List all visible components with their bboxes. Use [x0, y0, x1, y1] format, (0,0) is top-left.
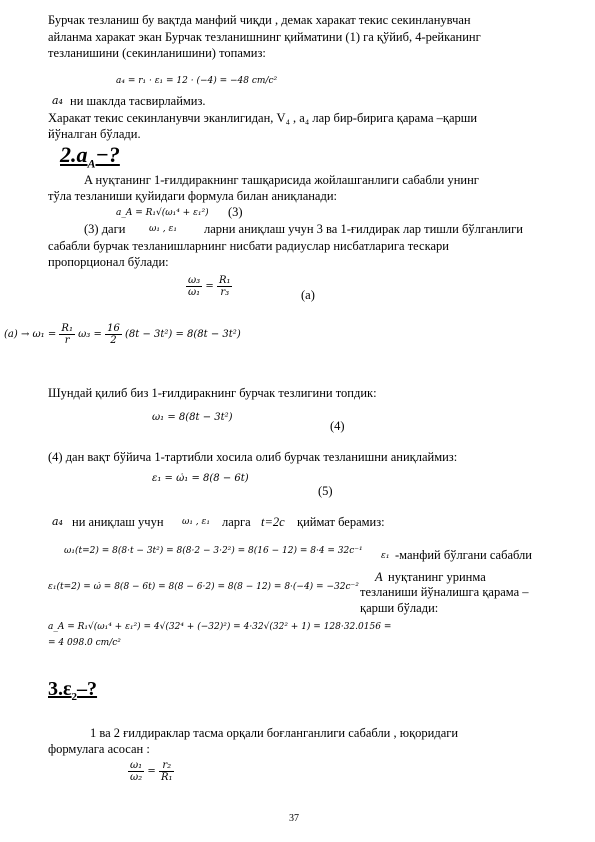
symbol-epsilon: ε₁ — [381, 551, 390, 561]
section-heading-3 — [48, 678, 97, 703]
paragraph-3-line-3: пропорционал бўлади: — [48, 255, 169, 269]
paragraph-6-a: ни аниқлаш учун — [72, 515, 164, 529]
section-heading-2 — [60, 142, 120, 171]
paragraph-5: (4) дан вақт бўйича 1-тартибли хосила олиб бурчак тезланишни аниқлаймиз: — [48, 450, 458, 464]
formula-a-lhs: $\frac{\text{ω₃}}{\text{ω₁}}$ — [188, 275, 201, 298]
line-5: Харакат текис секинланувчи эканлигидан, V₄ , a₄ лар бир-бирига қарама –қарши — [48, 111, 478, 125]
symbol-omega-epsilon-2: ω₁ , ε₁ — [182, 517, 210, 527]
paragraph-1-line-2: айланма харакат экан Бурчак тезланишнинг қийматини (1) га қўйиб, 4-рейканинг — [48, 30, 481, 44]
formula-b: (a) → ω₁ = $\frac{\text{R₁}}{r}$ ω₃ = $\frac{16}{2}$ (8t − 3t²) = 8(8t − 3t²) — [4, 323, 241, 346]
paragraph-6-c: қиймат берамиз: — [297, 515, 385, 529]
formula-3: a_A = R₁√(ω₁⁴ + ε₁²) — [116, 208, 209, 218]
point-a-label: A — [375, 570, 383, 584]
paragraph-6-b: ларга — [222, 515, 251, 529]
formula-aA-line-2: = 4 098.0 cm/c² — [48, 638, 121, 648]
paragraph-7-line-2: формулага асосан : — [48, 742, 150, 756]
formula-omega-at-2: ω₁(t=2) = 8(8·t − 3t²) = 8(8·2 − 3·2²) = 8(16 − 12) = 8·4 = 32c⁻¹ — [64, 546, 363, 556]
line-6: йўналган бўлади. — [48, 127, 141, 141]
formula-a-number: (a) — [301, 288, 315, 302]
formula-belt: $\frac{\text{ω₁}}{\text{ω₂}}$ = $\frac{\text{r₂}}{\text{R₁}}$ — [130, 760, 173, 783]
formula-aA-line-1: a_A = R₁√(ω₁⁴ + ε₁²) = 4√(32⁴ + (−32)²) = 4·32√(32² + 1) = 128·32.0156 = — [48, 622, 392, 632]
paragraph-4: Шундай қилиб биз 1-ғилдиракнинг бурчак тезлигини топдик: — [48, 386, 377, 400]
formula-3-number: (3) — [228, 205, 243, 219]
paragraph-2-line-2: тўла тезланиши қуйидаги формула билан аниқланади: — [48, 189, 338, 203]
paragraph-2-line-1: A нуқтанинг 1-ғилдиракнинг ташқарисида жойлашганлиги сабабли унинг — [84, 173, 479, 187]
formula-5: ε₁ = ω̇₁ = 8(8 − 6t) — [152, 473, 249, 484]
formula-epsilon-at-2: ε₁(t=2) = ω̇ = 8(8 − 6t) = 8(8 − 6·2) = 8(8 − 12) = 8·(−4) = −32c⁻² — [48, 582, 359, 592]
page-number: 37 — [289, 813, 299, 824]
heading-2-main: 2.a — [60, 142, 88, 167]
formula-5-number: (5) — [318, 484, 333, 498]
formula-4: ω₁ = 8(8t − 3t²) — [152, 412, 233, 423]
tangential-note-line-3: қарши бўлади: — [360, 601, 439, 615]
paragraph-1-line-1: Бурчак тезланиш бу вақтда манфий чиқди , демак харакат текис секинланувчан — [48, 13, 471, 27]
formula-4-number: (4) — [330, 419, 345, 433]
heading-3-sub: 2 — [71, 691, 78, 703]
formula-a: $\frac{\text{ω₃}}{\text{ω₁}}$ = $\frac{\text{R₁}}{\text{r₃}}$ — [188, 275, 231, 298]
formula-a4: a₄ = r₁ · ε₁ = 12 · (−4) = −48 cm/c² — [116, 76, 278, 86]
paragraph-3-line-2: сабабли бурчак тезланишларнинг нисбати радиуслар нисбатларига тескари — [48, 239, 449, 253]
heading-3-tail: –? — [77, 678, 98, 700]
paragraph-3-line-1: ларни аниқлаш учун 3 ва 1-ғилдирак лар тишли бўлганлиги — [204, 222, 523, 236]
tangential-note-line-1: нуқтанинг уринма — [388, 570, 486, 584]
line-4-text: ни шаклда тасвирлаймиз. — [70, 94, 206, 108]
symbol-a4-2: a₄ — [52, 515, 63, 528]
paragraph-3-start: (3) даги — [84, 222, 126, 236]
formula-a-rhs: $\frac{\text{R₁}}{\text{r₃}}$ — [218, 275, 231, 298]
paragraph-6-value: t=2c — [261, 515, 285, 529]
heading-2-sub: A — [87, 156, 96, 171]
paragraph-1-line-3: тезланишини (секинланишини) топамиз: — [48, 46, 266, 60]
heading-3-main: 3.ε — [48, 678, 72, 700]
heading-2-tail: −? — [95, 142, 120, 167]
symbol-omega-epsilon: ω₁ , ε₁ — [149, 224, 177, 234]
tangential-note-line-2: тезланиши йўналишга қарама – — [360, 585, 529, 599]
negative-note: -манфий бўлгани сабабли — [395, 548, 532, 562]
symbol-a4: a₄ — [52, 94, 63, 107]
paragraph-7-line-1: 1 ва 2 ғилдираклар тасма орқали боғланганлиги сабабли , юқоридаги — [90, 726, 459, 740]
